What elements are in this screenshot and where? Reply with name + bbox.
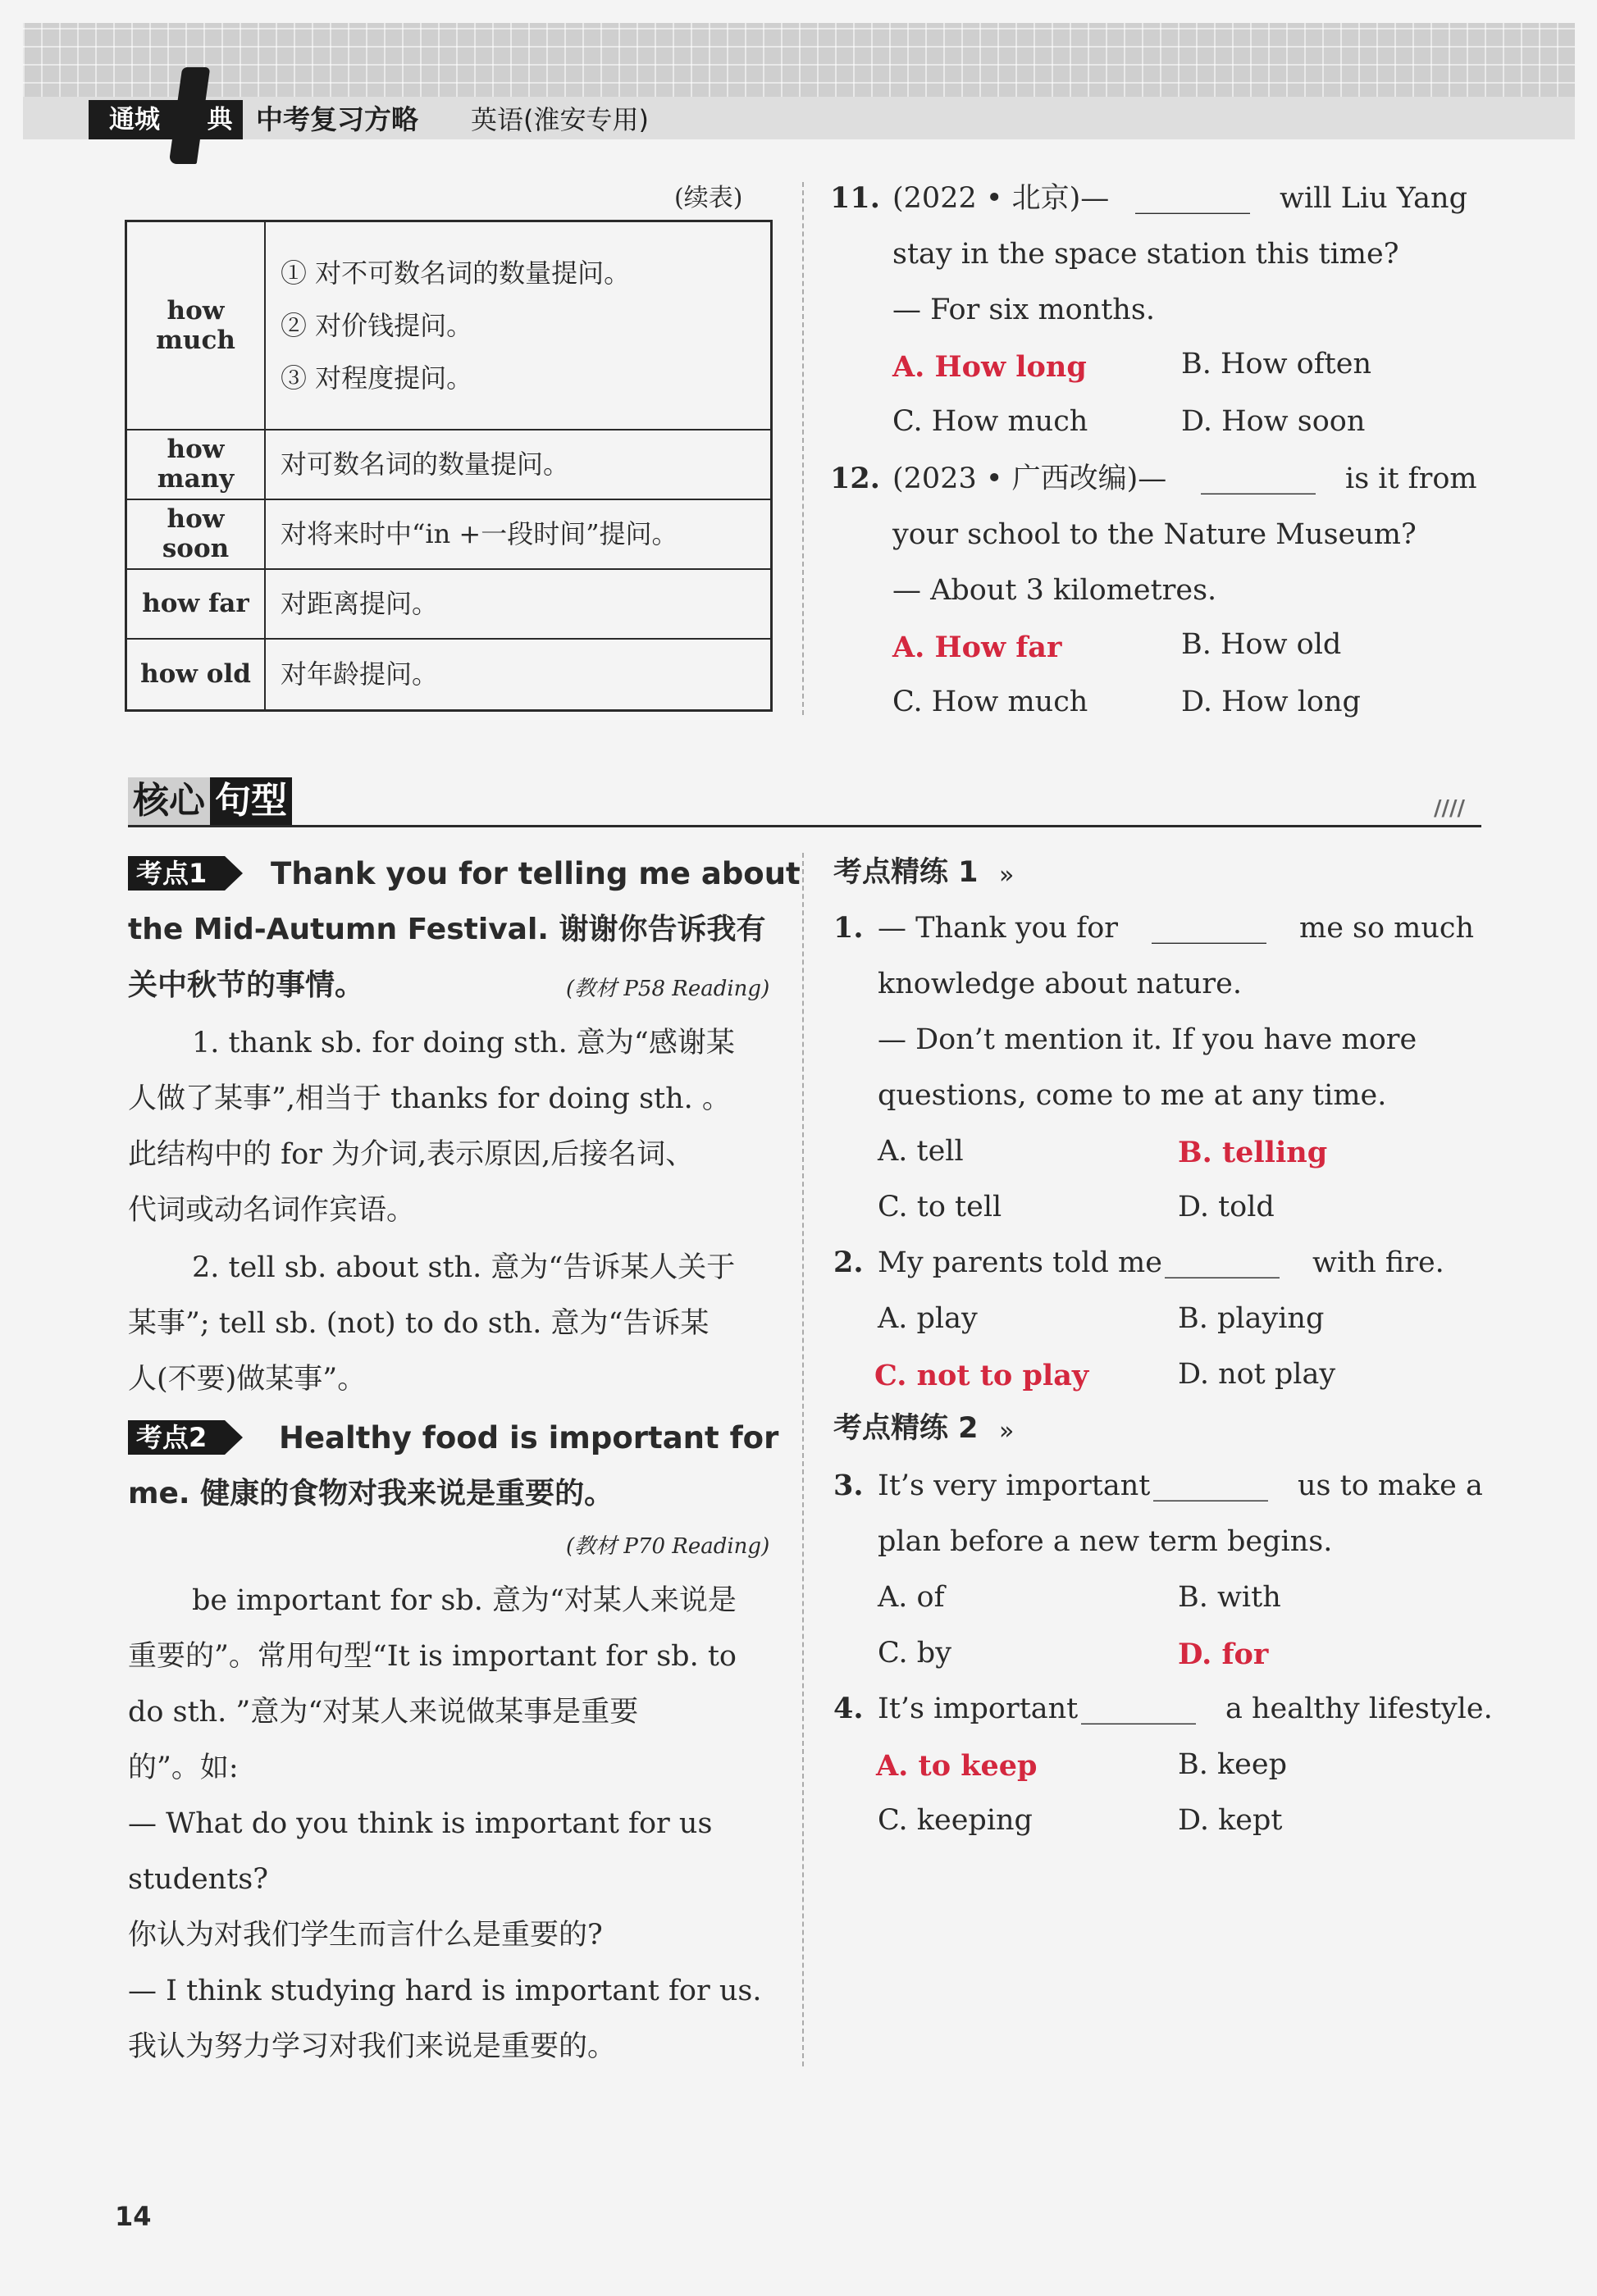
column-separator-top: [802, 182, 804, 715]
option-c-correct: C. not to play: [874, 1359, 1089, 1392]
question-word-table: [125, 220, 773, 712]
brand-label-2: 典: [197, 100, 243, 139]
option-a-correct: A. How long: [892, 350, 1087, 384]
question-number: 2.: [833, 1246, 864, 1279]
question-number: 1.: [833, 911, 864, 945]
table-word-cell: how many: [126, 430, 266, 499]
question-text: will Liu Yang: [1280, 182, 1467, 215]
question-number: 3.: [833, 1469, 864, 1502]
section-heading-part2: 句型: [210, 777, 292, 825]
answer-blank: ________: [1201, 462, 1316, 495]
option-d: D. not play: [1178, 1358, 1336, 1391]
question-source: (2023 • 广西改编)—: [892, 462, 1167, 495]
explanation-line: 的”。如:: [128, 1752, 239, 1784]
table-meaning-cell: [265, 639, 772, 711]
page-number: 14: [115, 2201, 152, 2232]
option-d-correct: D. for: [1178, 1638, 1269, 1671]
practice-title: 考点精练 1: [833, 856, 979, 889]
table-caption: (续表): [674, 184, 743, 212]
key-point-title: 关中秋节的事情。: [128, 968, 365, 1002]
answer-blank: ________: [1165, 1246, 1280, 1279]
question-text: It’s very important: [878, 1469, 1151, 1502]
meaning-line: 对将来时中“in +一段时间”提问。: [281, 518, 678, 549]
option-a: A. tell: [878, 1135, 964, 1168]
answer-blank: ________: [1135, 182, 1250, 215]
answer-blank: ________: [1081, 1692, 1196, 1725]
example-line: — I think studying hard is important for us.: [128, 1975, 762, 2007]
option-a: A. of: [878, 1581, 945, 1614]
double-chevron-icon: »: [999, 1417, 1015, 1446]
example-translation: 我认为努力学习对我们来说是重要的。: [128, 2030, 617, 2063]
question-text: — Don’t mention it. If you have more: [878, 1023, 1417, 1056]
question-number: 12.: [830, 462, 880, 495]
answer-blank: ________: [1152, 912, 1266, 945]
key-point-label: 考点1: [128, 856, 225, 891]
option-c: C. to tell: [878, 1191, 1002, 1223]
example-line: — What do you think is important for us: [128, 1807, 713, 1840]
option-a-correct: A. to keep: [876, 1749, 1038, 1783]
option-b: B. How old: [1181, 628, 1342, 661]
explanation-line: 某事”; tell sb. (not) to do sth. 意为“告诉某: [128, 1307, 710, 1340]
table-row: [126, 221, 772, 430]
section-heading-part1: 核心: [128, 777, 210, 825]
meaning-line: ② 对价钱提问。: [281, 309, 473, 341]
meaning-line: 对距离提问。: [281, 588, 439, 619]
option-c: C. How much: [892, 405, 1088, 438]
option-c: C. by: [878, 1637, 951, 1670]
question-number: 11.: [830, 181, 880, 215]
option-c: C. keeping: [878, 1804, 1033, 1837]
question-text: — For six months.: [892, 294, 1155, 326]
question-text: knowledge about nature.: [878, 968, 1242, 1000]
table-meaning-cell: [265, 430, 772, 499]
table-meaning-cell: [265, 221, 772, 430]
table-word-cell: how much: [126, 221, 266, 430]
option-d: D. How long: [1181, 686, 1361, 718]
question-text: me so much: [1299, 912, 1475, 945]
brand-label-1: 通城: [89, 100, 180, 139]
question-text: It’s important: [878, 1692, 1079, 1725]
question-text: us to make a: [1298, 1469, 1483, 1502]
option-b: B. How often: [1181, 348, 1371, 380]
question-text: is it from: [1345, 462, 1477, 495]
book-subtitle: 英语(淮安专用): [471, 104, 649, 135]
question-number: 4.: [833, 1692, 864, 1725]
key-point-title: Healthy food is important for: [279, 1420, 779, 1456]
meaning-line: ① 对不可数名词的数量提问。: [281, 257, 631, 289]
option-a: A. play: [878, 1302, 978, 1335]
table-row: [126, 569, 772, 639]
question-text: with fire.: [1312, 1246, 1444, 1279]
explanation-line: 人做了某事”,相当于 thanks for doing sth. 。: [128, 1082, 731, 1115]
table-row: [126, 430, 772, 499]
key-point-title: Thank you for telling me about: [271, 856, 801, 891]
key-point-title: the Mid-Autumn Festival. 谢谢你告诉我有: [128, 913, 766, 946]
meaning-line: ③ 对程度提问。: [281, 362, 473, 394]
option-d: D. How soon: [1181, 405, 1366, 438]
key-point-title: me. 健康的食物对我来说是重要的。: [128, 1477, 614, 1510]
question-text: My parents told me: [878, 1246, 1162, 1279]
table-word-cell: how soon: [126, 499, 266, 569]
example-translation: 你认为对我们学生而言什么是重要的?: [128, 1919, 603, 1952]
book-title: 中考复习方略: [256, 103, 418, 135]
meaning-line: 对年龄提问。: [281, 658, 439, 690]
option-b: B. playing: [1178, 1302, 1325, 1335]
table-word-cell: how far: [126, 569, 266, 639]
example-line: students?: [128, 1863, 269, 1896]
textbook-source: (教材 P70 Reading): [566, 1534, 770, 1559]
table-row: [126, 499, 772, 569]
answer-blank: ________: [1153, 1469, 1268, 1502]
explanation-line: 代词或动名词作宾语。: [128, 1194, 416, 1227]
explanation-line: 重要的”。常用句型“It is important for sb. to: [128, 1640, 737, 1673]
column-separator-bottom: [802, 853, 804, 2066]
question-text: a healthy lifestyle.: [1225, 1692, 1493, 1725]
table-meaning-cell: [265, 569, 772, 639]
explanation-line: 2. tell sb. about sth. 意为“告诉某人关于: [192, 1251, 736, 1284]
question-text: questions, come to me at any time.: [878, 1079, 1387, 1112]
explanation-line: be important for sb. 意为“对某人来说是: [192, 1584, 737, 1617]
key-point-label: 考点2: [128, 1420, 225, 1455]
section-decoration: ////: [1434, 796, 1465, 821]
textbook-source: (教材 P58 Reading): [566, 977, 770, 1001]
option-d: D. told: [1178, 1191, 1275, 1223]
question-source: (2022 • 北京)—: [892, 182, 1110, 215]
option-b-correct: B. telling: [1178, 1136, 1328, 1169]
key-point-arrow-icon: [225, 1420, 243, 1455]
section-rule: [128, 825, 1481, 827]
option-b: B. with: [1178, 1581, 1281, 1614]
question-text: plan before a new term begins.: [878, 1525, 1333, 1558]
table-word-cell: how old: [126, 639, 266, 711]
double-chevron-icon: »: [999, 861, 1015, 890]
key-point-arrow-icon: [225, 856, 243, 891]
option-c: C. How much: [892, 686, 1088, 718]
meaning-line: 对可数名词的数量提问。: [281, 449, 570, 480]
question-text: — Thank you for: [878, 912, 1119, 945]
practice-title: 考点精练 2: [833, 1412, 979, 1445]
question-text: your school to the Nature Museum?: [892, 518, 1417, 551]
question-text: stay in the space station this time?: [892, 238, 1399, 271]
section-heading: [128, 777, 292, 828]
table-meaning-cell: [265, 499, 772, 569]
table-row: [126, 639, 772, 711]
explanation-line: 1. thank sb. for doing sth. 意为“感谢某: [192, 1027, 735, 1059]
option-a-correct: A. How far: [892, 631, 1062, 664]
explanation-line: do sth. ”意为“对某人来说做某事是重要: [128, 1696, 639, 1729]
explanation-line: 人(不要)做某事”。: [128, 1363, 367, 1396]
question-text: — About 3 kilometres.: [892, 574, 1217, 607]
option-b: B. keep: [1178, 1748, 1288, 1781]
option-d: D. kept: [1178, 1804, 1283, 1837]
explanation-line: 此结构中的 for 为介词,表示原因,后接名词、: [128, 1138, 695, 1171]
